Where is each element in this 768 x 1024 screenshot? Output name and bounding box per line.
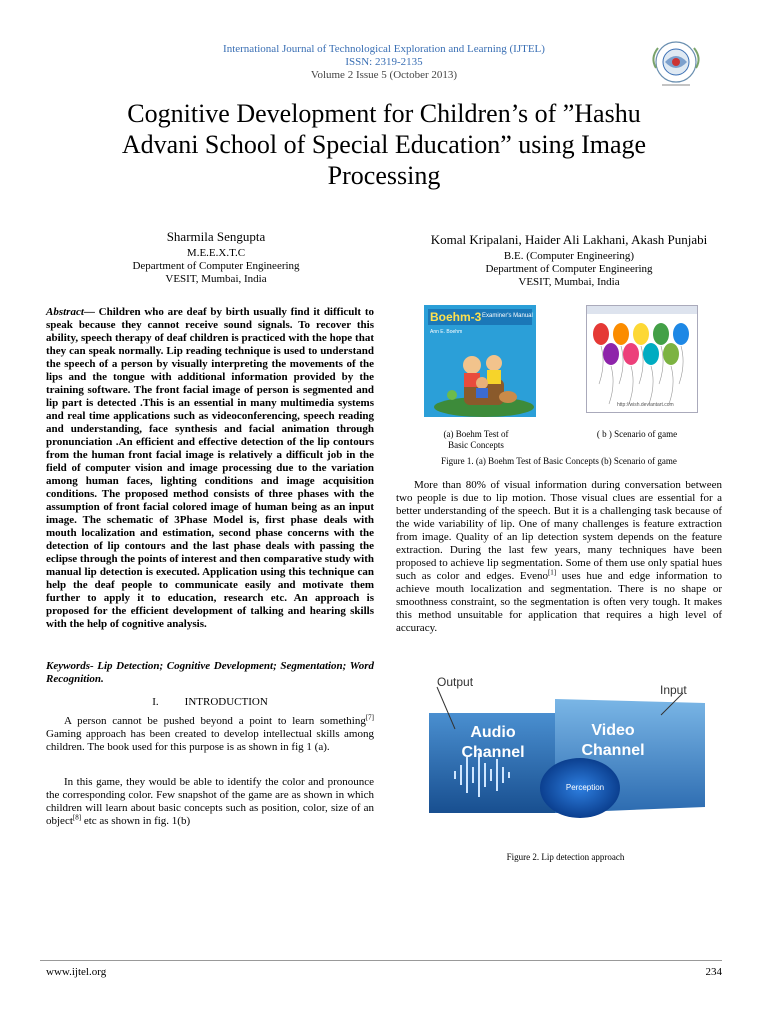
citation-7: [7]	[365, 713, 374, 722]
figure-1a-book-cover	[424, 305, 536, 417]
figure-2-caption: Figure 2. Lip detection approach	[506, 852, 625, 862]
figure-2-diagram	[415, 671, 716, 821]
title-line-2: Advani School of Special Education” using Image	[121, 130, 647, 159]
author-left-name: Sharmila Sengupta	[166, 229, 266, 244]
title-line-3: Processing	[327, 161, 441, 190]
author-right-dept: Department of Computer Engineering	[485, 263, 653, 275]
journal-volume: Volume 2 Issue 5 (October 2013)	[310, 69, 458, 81]
input-label: Input	[660, 683, 687, 697]
figure-1b-game-screenshot	[586, 305, 698, 413]
abstract-label: Abstract	[46, 306, 84, 318]
balloon	[613, 323, 629, 345]
abstract	[46, 306, 374, 631]
title-line-1: Cognitive Development for Children’s of ”Hashu	[127, 99, 641, 128]
figure-1-caption: Figure 1. (a) Boehm Test of Basic Concepts (b) Scenario of game	[441, 456, 677, 466]
section-number: I.	[152, 696, 159, 708]
author-right-inst: VESIT, Mumbai, India	[518, 276, 620, 288]
keywords: Keywords- Lip Detection; Cognitive Development; Segmentation; Word Recognition.	[46, 660, 374, 685]
paragraph-3: More than 80% of visual information during conversation between two people is due to lip motion. Those visual clues are essential for a better understanding of the speech. But it is a challenging task because of the wide variability of lip. One of many challenges is feature extraction from image. Quality of an lip detection system depends on the feature extraction. During the last few years, many techniques have been proposed to achieve lip segmentation. Some of them use only spatial hues such as color and edges. Eveno[1] uses hue and edge information to achieve mouth localization and segmentation. There is no shape or smoothness constraint, so the segmentation is often very tough. It makes this method unsuitable for application that requires a high level of accuracy.	[396, 479, 722, 634]
abstract-dash: —	[83, 306, 95, 318]
book-title: Boehm-3	[430, 310, 482, 324]
journal-logo	[646, 38, 706, 90]
author-left	[86, 229, 346, 286]
paper-title	[40, 98, 728, 191]
abstract-text: Children who are deaf by birth usually find it difficult to speak because they cannot receive sound signals. To recover this ability, speech therapy of deaf children is practiced with the hope that they can speak normally. Lip reading technique is used to understand the speech of a person by visually interpreting the movements of the lips and the tongue with additional information provided by the training software. The front facial image of person is segmented and lip part is detected .This is an essential in many multimedia systems and real time applications such as videoconferencing, speech reading and understanding, face synthesis and facial animation through pronunciation .An efficient and effective detection of the lip contours from the human front facial image is relatively a difficult job in the field of computer vision and image processing due to the variation among human faces, lighting conditions and image acquisition conditions. The proposed method consists of three phases with the assumption of front facial colored image of human being as an input image. The schematic of 3Phase Model is, first phase deals with mouth localization and estimation, second phase concerns with the detection of lip contours and the last phase deals with passing the eclipse through the points of interest and then comparative study with manual lip detection is executed. Application using this technique can help the deaf people to communicate easily and motivate them further to apply it to education, research etc. An approach is proposed for the efficient development of talking and hearing skills with the help of cognitive analysis.	[46, 306, 374, 630]
citation-8: [8]	[72, 813, 82, 822]
section-heading	[46, 696, 374, 708]
video-channel-label: Video Channel	[581, 722, 645, 759]
audio-channel-label: Audio Channel	[461, 724, 525, 761]
book-author: Ann E. Boehm	[430, 329, 463, 335]
output-label: Output	[437, 675, 474, 689]
balloon	[663, 343, 679, 365]
balloon-scene	[587, 314, 697, 412]
balloon	[623, 343, 639, 365]
paragraph-2: In this game, they would be able to identify the color and pronounce the corresponding color. Few snapshot of the game are as shown in which children will learn about basic concepts such as position, color, size of an object[8] etc as shown in fig. 1(b)	[46, 776, 374, 827]
game-url: http://wish.deviantart.com	[617, 402, 674, 408]
page-number: 234	[705, 966, 722, 978]
author-right-degree: B.E. (Computer Engineering)	[503, 250, 635, 262]
figure-1b-caption: ( b ) Scenario of game	[596, 429, 678, 439]
perception-label: Perception	[565, 783, 605, 792]
citation-1: [1]	[547, 568, 557, 577]
figure-1a-caption: (a) Boehm Test of Basic Concepts	[443, 429, 509, 450]
author-right-name: Komal Kripalani, Haider Ali Lakhani, Akash Punjabi	[430, 232, 708, 247]
book-illustration	[424, 335, 536, 417]
balloon	[673, 323, 689, 345]
footer-divider	[40, 960, 722, 961]
journal-name: International Journal of Technological Exploration and Learning (IJTEL)	[223, 43, 545, 55]
author-left-dept: Department of Computer Engineering	[132, 260, 300, 272]
book-subtitle: Examiner's Manual	[482, 313, 533, 319]
balloon	[653, 323, 669, 345]
balloon	[643, 343, 659, 365]
section-title: INTRODUCTION	[184, 696, 268, 708]
balloon	[633, 323, 649, 345]
journal-issn: ISSN: 2319-2135	[345, 56, 423, 68]
balloon	[603, 343, 619, 365]
author-right	[396, 232, 742, 289]
paragraph-1: A person cannot be pushed beyond a point to learn something[7] Gaming approach has been created to develop intellectual skills among children. The book used for this purpose is as shown in fig 1 (a).	[46, 713, 374, 753]
footer-url: www.ijtel.org	[46, 966, 107, 978]
author-left-inst: VESIT, Mumbai, India	[165, 273, 267, 285]
balloon	[593, 323, 609, 345]
author-left-degree: M.E.E.X.T.C	[186, 247, 246, 259]
